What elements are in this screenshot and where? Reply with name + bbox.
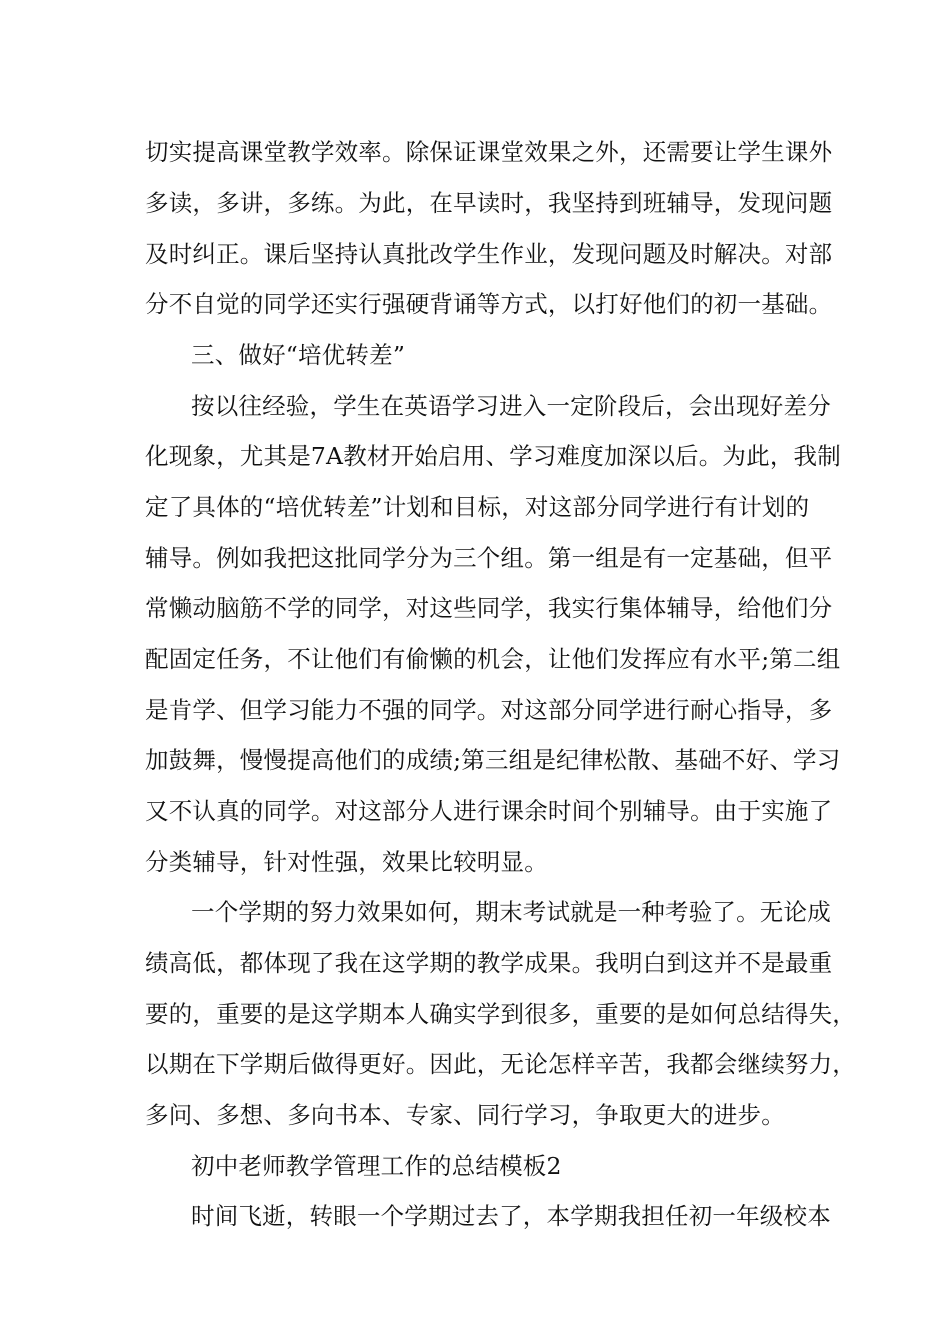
section-heading: 初中老师教学管理工作的总结模板2 <box>191 1152 562 1180</box>
body-text-line: 是肯学、但学习能力不强的同学。对这部分同学进行耐心指导，多 <box>145 696 833 724</box>
body-text-line: 以期在下学期后做得更好。因此，无论怎样辛苦，我都会继续努力， <box>145 1050 856 1078</box>
section-heading: 三、做好“培优转差” <box>191 341 406 369</box>
body-text-line: 时间飞逝，转眼一个学期过去了，本学期我担任初一年级校本 <box>191 1202 831 1230</box>
body-text-line: 加鼓舞，慢慢提高他们的成绩;第三组是纪律松散、基础不好、学习 <box>145 746 841 774</box>
body-text-line: 及时纠正。课后坚持认真批改学生作业，发现问题及时解决。对部 <box>145 240 833 268</box>
body-text-line: 定了具体的“培优转差”计划和目标，对这部分同学进行有计划的 <box>145 493 810 521</box>
body-text-line: 常懒动脑筋不学的同学，对这些同学，我实行集体辅导，给他们分 <box>145 594 833 622</box>
body-text-line: 绩高低，都体现了我在这学期的教学成果。我明白到这并不是最重 <box>145 949 833 977</box>
body-text-line: 一个学期的努力效果如何，期末考试就是一种考验了。无论成 <box>191 898 831 926</box>
body-text-line: 分类辅导，针对性强，效果比较明显。 <box>145 848 548 876</box>
body-text-line: 又不认真的同学。对这部分人进行课余时间个别辅导。由于实施了 <box>145 797 833 825</box>
body-text-line: 切实提高课堂教学效率。除保证课堂效果之外，还需要让学生课外 <box>145 138 833 166</box>
body-text-line: 按以往经验，学生在英语学习进入一定阶段后，会出现好差分 <box>191 392 831 420</box>
body-text-line: 多读，多讲，多练。为此，在早读时，我坚持到班辅导，发现问题 <box>145 189 833 217</box>
body-text-line: 分不自觉的同学还实行强硬背诵等方式，以打好他们的初一基础。 <box>145 290 833 318</box>
body-text-line: 辅导。例如我把这批同学分为三个组。第一组是有一定基础，但平 <box>145 544 833 572</box>
body-text-line: 化现象，尤其是7A教材开始启用、学习难度加深以后。为此，我制 <box>145 442 841 470</box>
body-text-line: 要的，重要的是这学期本人确实学到很多，重要的是如何总结得失， <box>145 1000 856 1028</box>
body-text-line: 多问、多想、多向书本、专家、同行学习，争取更大的进步。 <box>145 1101 785 1129</box>
body-text-line: 配固定任务，不让他们有偷懒的机会，让他们发挥应有水平;第二组 <box>145 645 841 673</box>
